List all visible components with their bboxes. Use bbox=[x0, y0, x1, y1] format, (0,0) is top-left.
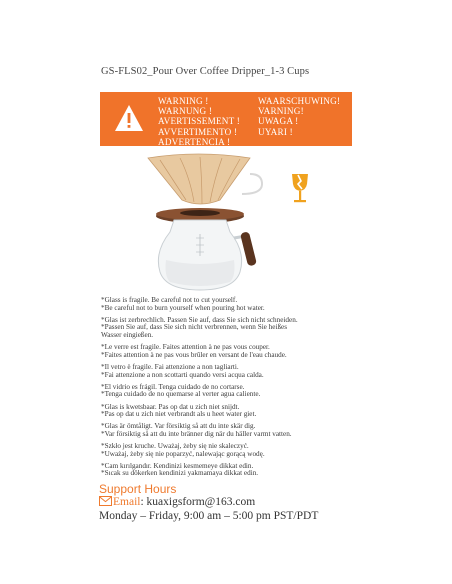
warning-text-line: *Glas is kwetsbaar. Pas op dat u zich niet snijdt. bbox=[101, 402, 240, 411]
warning-block-tr bbox=[101, 463, 361, 478]
warning-line: WAARSCHUWING! bbox=[258, 96, 341, 106]
coffee-dripper-image bbox=[138, 152, 268, 294]
warning-banner bbox=[100, 92, 352, 146]
warning-block-en bbox=[101, 297, 361, 312]
warning-text-line: *Szkło jest kruche. Uważaj, żeby się nie skaleczyć. bbox=[101, 442, 249, 451]
warning-line: UYARI ! bbox=[258, 126, 293, 137]
warning-block-es bbox=[101, 384, 361, 399]
warning-line: AVVERTIMENTO ! bbox=[158, 126, 238, 137]
warning-block-nl bbox=[101, 404, 361, 419]
support-email-link[interactable]: : kuaxigsform@163.com bbox=[140, 496, 256, 508]
warning-line: ADVERTENCIA ! bbox=[158, 136, 231, 147]
warning-line: WARNING ! bbox=[158, 96, 209, 106]
warning-text-line: *El vidrio es frágil. Tenga cuidado de no cortarse. bbox=[101, 382, 245, 391]
warning-text-line: *Uważaj, żeby się nie poparzyć, nalewając gorącą wodę. bbox=[101, 449, 265, 458]
warning-column-1 bbox=[158, 96, 240, 147]
warning-block-de bbox=[101, 317, 361, 340]
warning-block-it bbox=[101, 364, 361, 379]
warning-text-line: *Passen Sie auf, dass Sie sich nicht verbrennen, wenn Sie heißes bbox=[101, 323, 288, 332]
email-label: Email bbox=[113, 496, 141, 508]
warning-text-line: *Var försiktig så att du inte bränner dig när du häller varmt vatten. bbox=[101, 429, 292, 438]
support-hours-text: Monday – Friday, 9:00 am – 5:00 pm PST/PDT bbox=[99, 510, 319, 522]
warning-text-line: *Sıcak su dökerken kendinizi yakmamaya dikkat edin. bbox=[101, 469, 259, 478]
warning-text-line: *Fai attenzione a non scottarti quando versi acqua calda. bbox=[101, 370, 264, 379]
support-hours-title: Support Hours bbox=[99, 482, 177, 496]
warning-block-fr bbox=[101, 344, 361, 359]
warning-line: AVERTISSEMENT ! bbox=[158, 116, 240, 127]
warning-text-line: *Glass is fragile. Be careful not to cut yourself. bbox=[101, 296, 238, 304]
warning-text-line: *Be careful not to burn yourself when pouring hot water. bbox=[101, 303, 265, 312]
warning-text-line: *Pas op dat u zich niet verbrandt als u heet water giet. bbox=[101, 410, 257, 419]
document-title: GS-FLS02_Pour Over Coffee Dripper_1-3 Cups bbox=[101, 66, 310, 77]
warning-block-sv bbox=[101, 423, 361, 438]
warning-text-line: *Faites attention à ne pas vous brûler en versant de l'eau chaude. bbox=[101, 350, 287, 359]
warning-line: WARNUNG ! bbox=[158, 106, 213, 117]
warning-triangle-icon bbox=[114, 104, 144, 132]
fragile-glass-icon bbox=[289, 172, 311, 204]
safety-instructions bbox=[101, 297, 361, 483]
warning-text-line: *Tenga cuidado de no quemarse al verter agua caliente. bbox=[101, 390, 261, 399]
warning-line: VARNING! bbox=[258, 106, 304, 117]
warning-line: UWAGA ! bbox=[258, 116, 299, 127]
warning-text-line: *Il vetro è fragile. Fai attenzione a non tagliarti. bbox=[101, 362, 239, 371]
warning-text-line: *Glas ist zerbrechlich. Passen Sie auf, dass Sie sich nicht schneiden. bbox=[101, 315, 298, 324]
warning-text-line: *Cam kırılgandır. Kendinizi kesmemeye dikkat edin. bbox=[101, 461, 254, 470]
warning-column-2 bbox=[258, 96, 340, 137]
warning-text-line: Wasser eingießen. bbox=[101, 330, 154, 339]
warning-text-line: *Glas är ömtåligt. Var försiktig så att du inte skär dig. bbox=[101, 422, 256, 431]
mail-icon bbox=[99, 496, 112, 506]
warning-block-pl bbox=[101, 443, 361, 458]
warning-text-line: *Le verre est fragile. Faites attention à ne pas vous couper. bbox=[101, 343, 270, 352]
support-email-row bbox=[99, 496, 255, 508]
